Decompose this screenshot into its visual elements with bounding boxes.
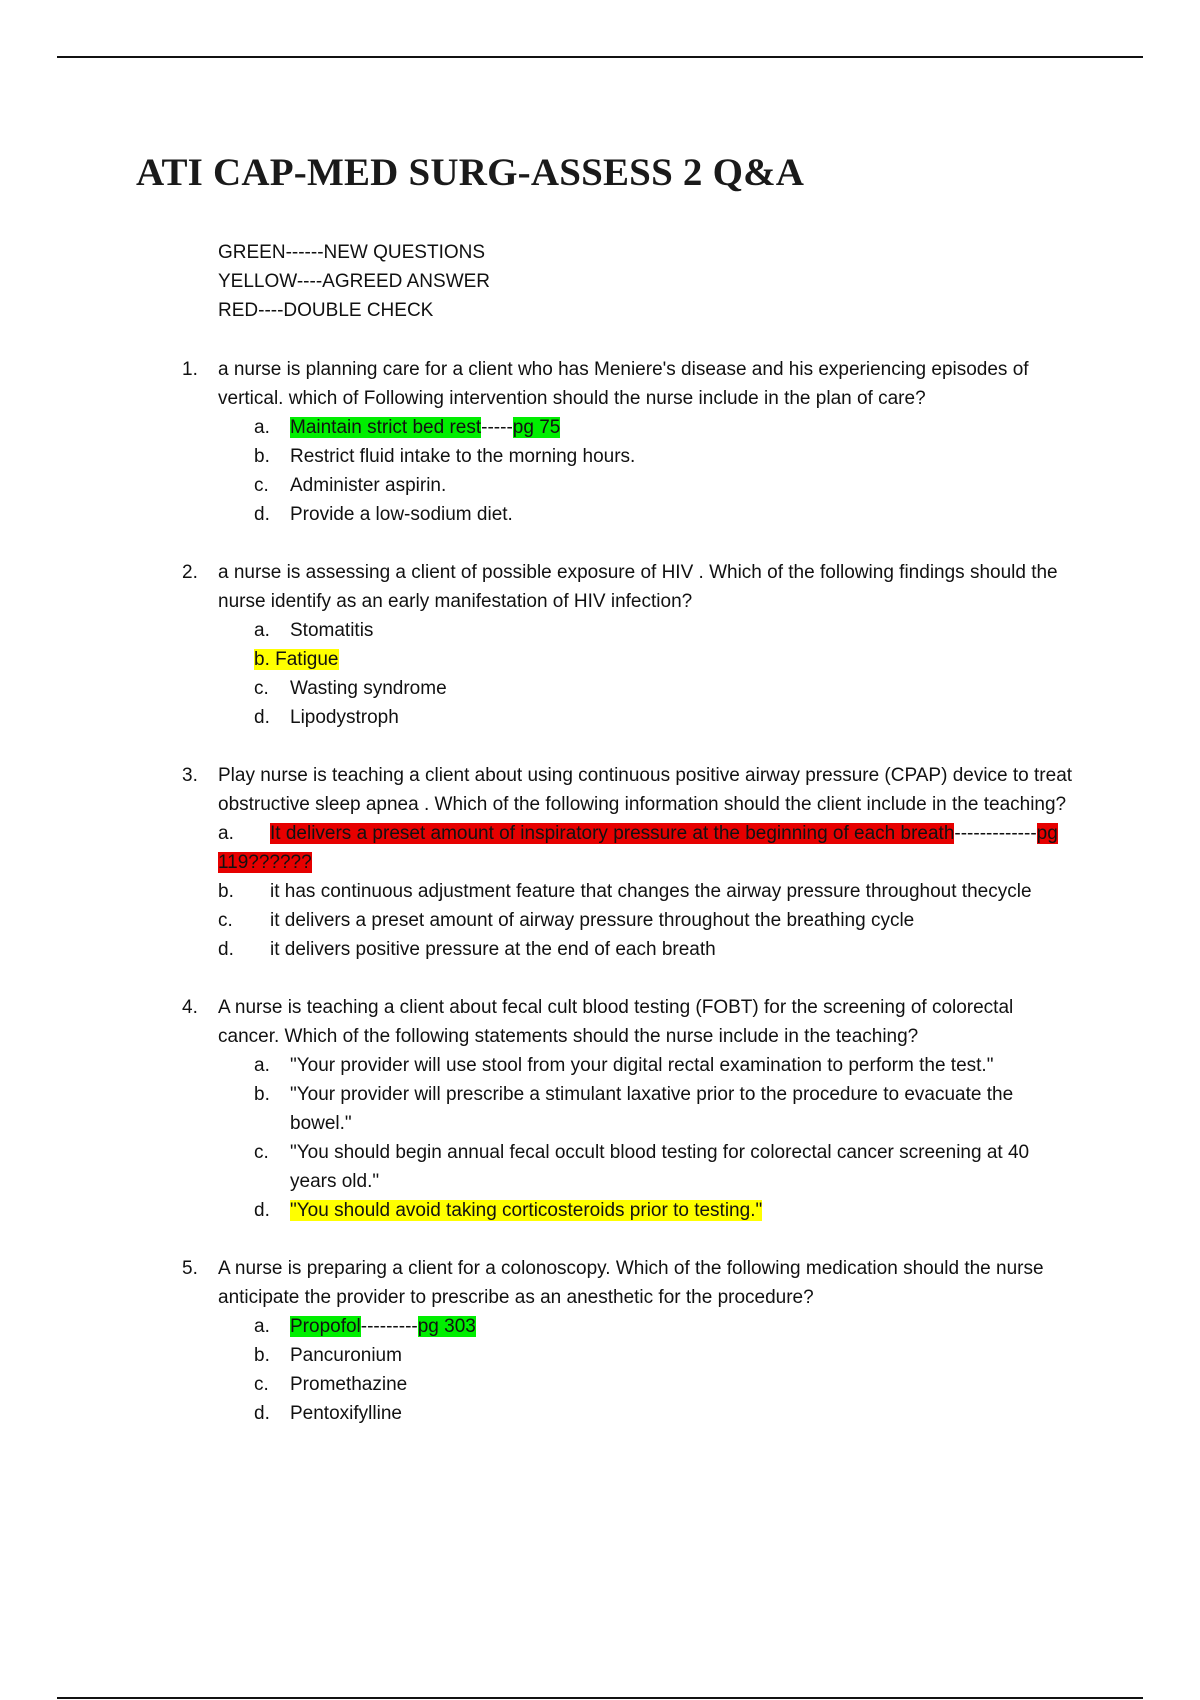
option-c xyxy=(0,674,1200,703)
option-b xyxy=(0,1341,1200,1370)
question-text: Play nurse is teaching a client about using continuous positive airway pressure (CPAP) device to treat obstructive sleep apnea . Which of the following information should the client include in the teaching? xyxy=(218,765,1073,815)
question-5 xyxy=(0,1254,1200,1428)
option-c xyxy=(0,1370,1200,1399)
option-letter: b. xyxy=(254,1345,270,1366)
option-letter: a. xyxy=(254,620,270,641)
option-text: Pentoxifylline xyxy=(290,1403,402,1424)
page-reference: pg 303 xyxy=(417,1316,476,1337)
question-text: A nurse is preparing a client for a colonoscopy. Which of the following medication should the nurse anticipate the provider to prescribe as an anesthetic for the procedure? xyxy=(218,1258,1044,1308)
option-letter: c. xyxy=(254,475,269,496)
option-letter: b. xyxy=(254,446,270,467)
question-2 xyxy=(0,558,1200,732)
question-1 xyxy=(0,355,1200,529)
option-d xyxy=(218,935,1078,964)
option-letter: d. xyxy=(254,504,270,525)
option-text: it delivers a preset amount of airway pressure throughout the breathing cycle xyxy=(270,910,915,931)
question-text: a nurse is assessing a client of possible exposure of HIV . Which of the following findings should the nurse identify as an early manifestation of HIV infection? xyxy=(218,562,1058,612)
answer-highlight-yellow: b. Fatigue xyxy=(254,649,339,670)
option-b xyxy=(0,645,1200,674)
question-number: 1. xyxy=(182,359,198,380)
option-letter: c. xyxy=(254,1142,269,1163)
option-letter: a. xyxy=(218,823,234,844)
option-b xyxy=(218,877,1078,906)
document-title: ATI CAP-MED SURG-ASSESS 2 Q&A xyxy=(136,151,805,194)
option-a xyxy=(0,413,1200,442)
option-text: Wasting syndrome xyxy=(290,678,447,699)
option-letter: c. xyxy=(254,678,269,699)
option-text: it delivers positive pressure at the end of each breath xyxy=(270,939,716,960)
option-letter: b. xyxy=(218,881,234,902)
option-d xyxy=(0,500,1200,529)
option-text: Administer aspirin. xyxy=(290,475,447,496)
option-list xyxy=(0,616,1200,732)
option-letter: a. xyxy=(254,417,270,438)
option-a xyxy=(0,616,1200,645)
option-letter: d. xyxy=(254,1403,270,1424)
option-text: Lipodystroph xyxy=(290,707,399,728)
option-text: Restrict fluid intake to the morning hours. xyxy=(290,446,636,467)
question-number: 3. xyxy=(182,765,198,786)
option-a xyxy=(0,1312,1200,1341)
answer-highlight-red: It delivers a preset amount of inspiratory pressure at the beginning of each breath xyxy=(270,823,955,844)
option-c xyxy=(0,1138,1200,1196)
option-text: Promethazine xyxy=(290,1374,408,1395)
question-4 xyxy=(0,993,1200,1225)
option-letter: d. xyxy=(254,1200,270,1221)
option-a xyxy=(0,1051,1200,1080)
bottom-rule xyxy=(57,1697,1143,1699)
option-b xyxy=(0,442,1200,471)
option-list xyxy=(0,819,1200,964)
option-b xyxy=(0,1080,1200,1138)
option-letter: c. xyxy=(254,1374,269,1395)
option-list xyxy=(0,1051,1200,1225)
dash-separator: --------- xyxy=(360,1316,418,1337)
top-rule xyxy=(57,56,1143,58)
option-letter: b. xyxy=(254,1084,270,1105)
question-text: A nurse is teaching a client about fecal cult blood testing (FOBT) for the screening of colorectal cancer. Which of the following statements should the nurse include in the teaching? xyxy=(218,997,1014,1047)
question-number: 2. xyxy=(182,562,198,583)
option-list xyxy=(0,413,1200,529)
option-text: it has continuous adjustment feature that changes the airway pressure throughout thecycle xyxy=(270,881,1032,902)
option-letter: c. xyxy=(218,910,233,931)
question-text: a nurse is planning care for a client who has Meniere's disease and his experiencing episodes of vertical. which of Following intervention should the nurse include in the plan of care? xyxy=(218,359,1029,409)
dash-separator: ------------- xyxy=(954,823,1037,844)
question-number: 4. xyxy=(182,997,198,1018)
option-letter: a. xyxy=(254,1316,270,1337)
option-text: Provide a low-sodium diet. xyxy=(290,504,513,525)
legend-green: GREEN------NEW QUESTIONS xyxy=(218,242,486,263)
answer-highlight-yellow: "You should avoid taking corticosteroids prior to testing." xyxy=(290,1200,763,1221)
question-number: 5. xyxy=(182,1258,198,1279)
page-reference: pg 119?????? xyxy=(218,823,1058,873)
option-text: Pancuronium xyxy=(290,1345,402,1366)
option-d xyxy=(0,1196,1200,1225)
legend-red: RED----DOUBLE CHECK xyxy=(218,300,434,321)
option-d xyxy=(0,703,1200,732)
option-letter: d. xyxy=(254,707,270,728)
question-3 xyxy=(0,761,1200,964)
option-letter: d. xyxy=(218,939,234,960)
option-text: "Your provider will use stool from your digital rectal examination to perform the test." xyxy=(290,1055,994,1076)
option-text: "Your provider will prescribe a stimulant laxative prior to the procedure to evacuate the bowel." xyxy=(290,1084,1014,1134)
dash-separator: ----- xyxy=(481,417,513,438)
option-list xyxy=(0,1312,1200,1428)
option-a xyxy=(218,819,1078,877)
answer-highlight-green: Propofol xyxy=(290,1316,361,1337)
page-reference: pg 75 xyxy=(512,417,561,438)
color-legend xyxy=(218,238,490,325)
answer-highlight-green: Maintain strict bed rest xyxy=(290,417,482,438)
question-list xyxy=(0,355,1200,1457)
option-c xyxy=(0,471,1200,500)
option-text: "You should begin annual fecal occult blood testing for colorectal cancer screening at 40 years old." xyxy=(290,1142,1030,1192)
option-letter: a. xyxy=(254,1055,270,1076)
option-text: Stomatitis xyxy=(290,620,374,641)
option-c xyxy=(218,906,1078,935)
legend-yellow: YELLOW----AGREED ANSWER xyxy=(218,271,491,292)
option-d xyxy=(0,1399,1200,1428)
